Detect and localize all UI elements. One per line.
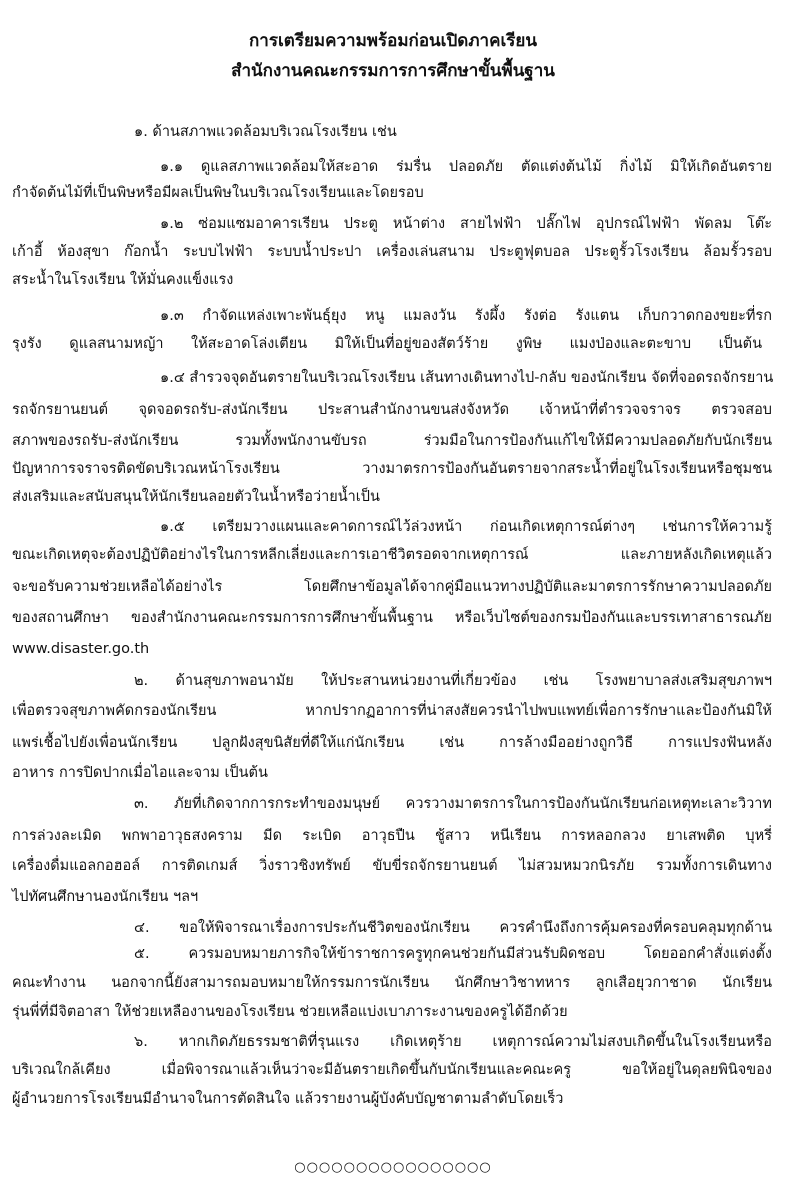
section-3-line-4: ไปทัศนศึกษานองนักเรียน ฯลฯ (12, 889, 199, 905)
item-1-2-line-2: เก้าอี้ ห้องสุขา ก๊อกน้ำ ระบบไฟฟ้า ระบบน้ำประปา เครื่องเล่นสนาม ประตูฟุตบอล ประตูรั้วโรงเรียน ล้อมรั้วรอบ (12, 244, 772, 260)
section-2-line-1: ๒. ด้านสุขภาพอนามัย ให้ประสานหน่วยงานที่เกี่ยวข้อง เช่น โรงพยาบาลส่งเสริมสุขภาพฯ (134, 673, 772, 689)
document-subtitle: สำนักงานคณะกรรมการการศึกษาขั้นพื้นฐาน (231, 61, 555, 81)
item-1-5-line-3: จะขอรับความช่วยเหลือได้อย่างไร โดยศึกษาข้อมูลได้จากคู่มือแนวทางปฏิบัติและมาตรการรักษาความปลอดภัย (12, 579, 772, 595)
item-1-3-line-2: รุงรัง ดูแลสนามหญ้า ให้สะอาดโล่งเตียน มิให้เป็นที่อยู่ของสัตว์ร้าย งูพิษ แมงป่องและตะขาบ เป็นต้น (12, 336, 762, 352)
section-2-line-3: แพร่เชื้อไปยังเพื่อนนักเรียน ปลูกฝังสุขนิสัยที่ดีให้แก่นักเรียน เช่น การล้างมืออย่างถูกวิธี การแปรงฟันหลัง (12, 735, 772, 751)
footer-divider: ○○○○○○○○○○○○○○○○ (294, 1160, 492, 1175)
section-2-line-2: เพื่อตรวจสุขภาพคัดกรองนักเรียน หากปรากฏอาการที่น่าสงสัยควรนำไปพบแพทย์เพื่อการรักษาและป้องกันมิให้ (12, 703, 772, 719)
item-1-1-line-2: กำจัดต้นไม้ที่เป็นพิษหรือมีผลเป็นพิษในบริเวณโรงเรียนและโดยรอบ (12, 185, 424, 201)
document-title: การเตรียมความพร้อมก่อนเปิดภาคเรียน (249, 31, 537, 51)
item-1-4-line-3: สภาพของรถรับ-ส่งนักเรียน รวมทั้งพนักงานขับรถ ร่วมมือในการป้องกันแก้ไขให้มีความปลอดภัยกับนักเรียน (12, 433, 772, 449)
item-1-4-line-4: ปัญหาการจราจรติดขัดบริเวณหน้าโรงเรียน วางมาตรการป้องกันอันตรายจากสระน้ำที่อยู่ในโรงเรียนหรือชุมชน (12, 461, 772, 477)
item-1-5-line-1: ๑.๕ เตรียมวางแผนและคาดการณ์ไว้ล่วงหน้า ก่อนเกิดเหตุการณ์ต่างๆ เช่นการให้ความรู้ (160, 519, 772, 535)
section-4-line-1: ๔. ขอให้พิจารณาเรื่องการประกันชีวิตของนักเรียน ควรคำนึงถึงการคุ้มครองที่ครอบคลุมทุกด้าน (134, 920, 772, 936)
section-6-line-2: บริเวณใกล้เคียง เมื่อพิจารณาแล้วเห็นว่าจะมีอันตรายเกิดขึ้นกับนักเรียนและคณะครู ขอให้อยู่ในดุลยพินิจของ (12, 1062, 772, 1078)
section-3-line-1: ๓. ภัยที่เกิดจากการกระทำของมนุษย์ ควรวางมาตรการในการป้องกันนักเรียนก่อเหตุทะเลาะวิวาท (134, 796, 772, 812)
item-1-4-line-5: ส่งเสริมและสนับสนุนให้นักเรียนลอยตัวในน้ำหรือว่ายน้ำเป็น (12, 489, 380, 505)
section-5-line-1: ๕. ควรมอบหมายภารกิจให้ข้าราชการครูทุกคนช่วยกันมีส่วนรับผิดชอบ โดยออกคำสั่งแต่งตั้ง (134, 946, 772, 962)
section-2-line-4: อาหาร การปิดปากเมื่อไอและจาม เป็นต้น (12, 765, 268, 781)
item-1-5-website: www.disaster.go.th (12, 641, 150, 657)
item-1-4-line-2: รถจักรยานยนต์ จุดจอดรถรับ-ส่งนักเรียน ประสานสำนักงานขนส่งจังหวัด เจ้าหน้าที่ตำรวจจราจร ตรวจสอบ (12, 402, 772, 418)
section-5-line-2: คณะทำงาน นอกจากนี้ยังสามารถมอบหมายให้กรรมการนักเรียน นักศึกษาวิชาทหาร ลูกเสือยุวกาชาด นักเรียน (12, 975, 772, 991)
item-1-5-line-2: ขณะเกิดเหตุจะต้องปฏิบัติอย่างไรในการหลีกเลี่ยงและการเอาชีวิตรอดจากเหตุการณ์ และภายหลังเกิดเหตุแล้ว (12, 547, 772, 563)
section-5-line-3: รุ่นพี่ที่มีจิตอาสา ให้ช่วยเหลืองานของโรงเรียน ช่วยเหลือแบ่งเบาภาระงานของครูได้อีกด้วย (12, 1004, 568, 1020)
item-1-3-line-1: ๑.๓ กำจัดแหล่งเพาะพันธุ์ยุง หนู แมลงวัน รังผึ้ง รังต่อ รังแตน เก็บกวาดกองขยะที่รก (160, 308, 772, 324)
item-1-2-line-1: ๑.๒ ซ่อมแซมอาคารเรียน ประตู หน้าต่าง สายไฟฟ้า ปลั๊กไฟ อุปกรณ์ไฟฟ้า พัดลม โต๊ะ (160, 216, 772, 232)
item-1-2-line-3: สระน้ำในโรงเรียน ให้มั่นคงแข็งแรง (12, 272, 234, 288)
section-3-line-3: เครื่องดื่มแอลกอฮอล์ การติดเกมส์ วิ่งราวชิงทรัพย์ ขับขี่รถจักรยานยนต์ ไม่สวมหมวกนิรภัย รวมทั้งการเดินทาง (12, 858, 772, 874)
section-1-heading: ๑. ด้านสภาพแวดล้อมบริเวณโรงเรียน เช่น (134, 124, 397, 140)
section-3-line-2: การล่วงละเมิด พกพาอาวุธสงคราม มีด ระเบิด อาวุธปืน ชู้สาว หนีเรียน การหลอกลวง ยาเสพติด บุหรี่ (12, 828, 772, 844)
item-1-4-line-1: ๑.๔ สำรวจจุดอันตรายในบริเวณโรงเรียน เส้นทางเดินทางไป-กลับ ของนักเรียน จัดที่จอดรถจักรยาน (160, 370, 774, 386)
section-6-line-3: ผู้อำนวยการโรงเรียนมีอำนาจในการตัดสินใจ แล้วรายงานผู้บังคับบัญชาตามลำดับโดยเร็ว (12, 1091, 564, 1107)
item-1-1-line-1: ๑.๑ ดูแลสภาพแวดล้อมให้สะอาด ร่มรื่น ปลอดภัย ตัดแต่งต้นไม้ กิ่งไม้ มิให้เกิดอันตราย (160, 159, 772, 175)
item-1-5-line-4: ของสถานศึกษา ของสำนักงานคณะกรรมการการศึกษาขั้นพื้นฐาน หรือเว็บไซต์ของกรมป้องกันและบรรเทาสาธารณภัย (12, 610, 772, 626)
section-6-line-1: ๖. หากเกิดภัยธรรมชาติที่รุนแรง เกิดเหตุร้าย เหตุการณ์ความไม่สงบเกิดขึ้นในโรงเรียนหรือ (134, 1034, 772, 1050)
